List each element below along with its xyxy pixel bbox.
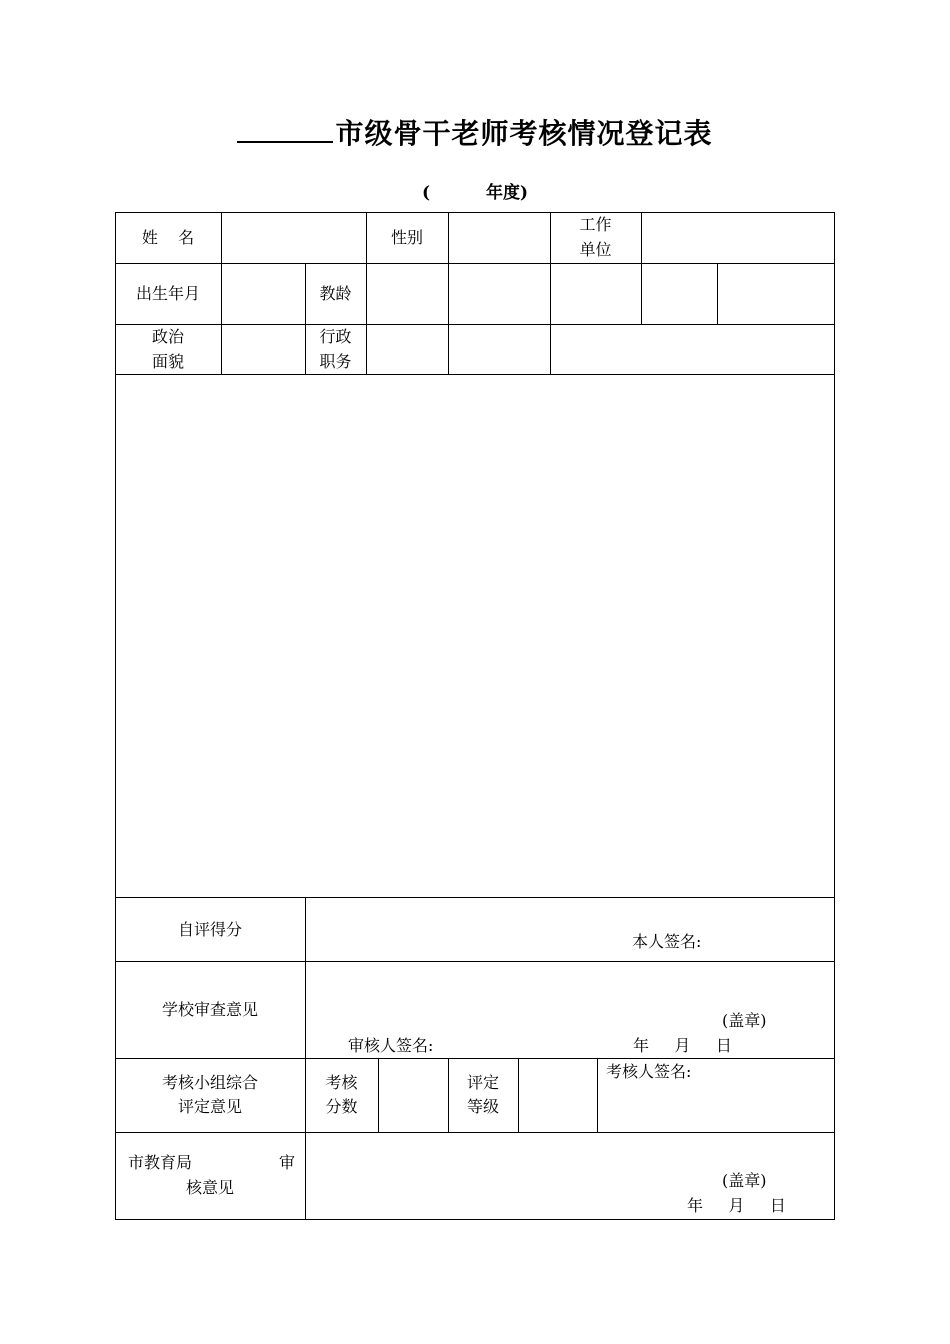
gender-label: 性别 (390, 228, 423, 247)
row-divider (115, 1132, 835, 1133)
col-divider (641, 263, 642, 324)
col-divider (717, 263, 718, 324)
birth-date-label: 出生年月 (135, 284, 200, 303)
title-blank-line (237, 117, 333, 143)
col-divider (221, 212, 222, 263)
bureau-stamp-label: (盖章) (722, 1171, 767, 1190)
year-label: 年度) (486, 183, 529, 203)
col-divider (366, 263, 367, 324)
col-divider (448, 212, 449, 263)
form-title (0, 112, 950, 152)
col-divider (448, 263, 449, 324)
assessment-score-label-line2: 分数 (325, 1097, 358, 1116)
row-divider (115, 961, 835, 962)
work-unit-label-line1: 工作 (579, 215, 612, 234)
school-reviewer-signature-label: 审核人签名: (348, 1036, 434, 1055)
row-divider (115, 374, 835, 375)
bureau-review-date: 年 月 日 (687, 1196, 786, 1215)
year-line (0, 178, 950, 203)
school-review-date: 年 月 日 (633, 1036, 732, 1055)
title-text: 市级骨干老师考核情况登记表 (335, 117, 713, 150)
col-divider (550, 324, 551, 374)
grade-label-line2: 等级 (466, 1097, 499, 1116)
col-divider (305, 897, 306, 1220)
admin-position-label-line1: 行政 (319, 327, 352, 346)
school-review-label: 学校审查意见 (161, 1000, 258, 1019)
year-open-paren: ( (421, 183, 430, 203)
self-score-label: 自评得分 (177, 920, 242, 939)
col-divider (518, 1058, 519, 1132)
admin-position-label-line2: 职务 (319, 352, 352, 371)
col-divider (448, 324, 449, 374)
assessment-opinion-label-line1: 考核小组综合 (161, 1073, 258, 1092)
work-unit-label-line2: 单位 (579, 240, 612, 259)
name-label: 姓 名 (141, 228, 195, 247)
col-divider (366, 324, 367, 374)
assessment-opinion-label-line2: 评定意见 (177, 1097, 242, 1116)
row-divider (115, 897, 835, 898)
self-signature-label: 本人签名: (632, 932, 702, 951)
school-stamp-label: (盖章) (722, 1011, 767, 1030)
assessment-score-label-line1: 考核 (325, 1073, 358, 1092)
row-divider (115, 263, 835, 264)
col-divider (221, 324, 222, 374)
bureau-review-label-left: 市教育局 (128, 1153, 193, 1172)
bureau-review-label-line2: 核意见 (185, 1178, 234, 1197)
col-divider (550, 263, 551, 324)
col-divider (641, 212, 642, 263)
teaching-age-label: 教龄 (319, 284, 352, 303)
col-divider (221, 263, 222, 324)
col-divider (378, 1058, 379, 1132)
bureau-review-label-right: 审 (279, 1153, 296, 1172)
political-status-label-line1: 政治 (151, 327, 184, 346)
registration-table (115, 212, 835, 1220)
political-status-label-line2: 面貌 (151, 352, 184, 371)
row-divider (115, 1058, 835, 1059)
row-divider (115, 324, 835, 325)
col-divider (597, 1058, 598, 1132)
assessor-signature-label: 考核人签名: (606, 1062, 692, 1081)
grade-label-line1: 评定 (466, 1073, 499, 1092)
